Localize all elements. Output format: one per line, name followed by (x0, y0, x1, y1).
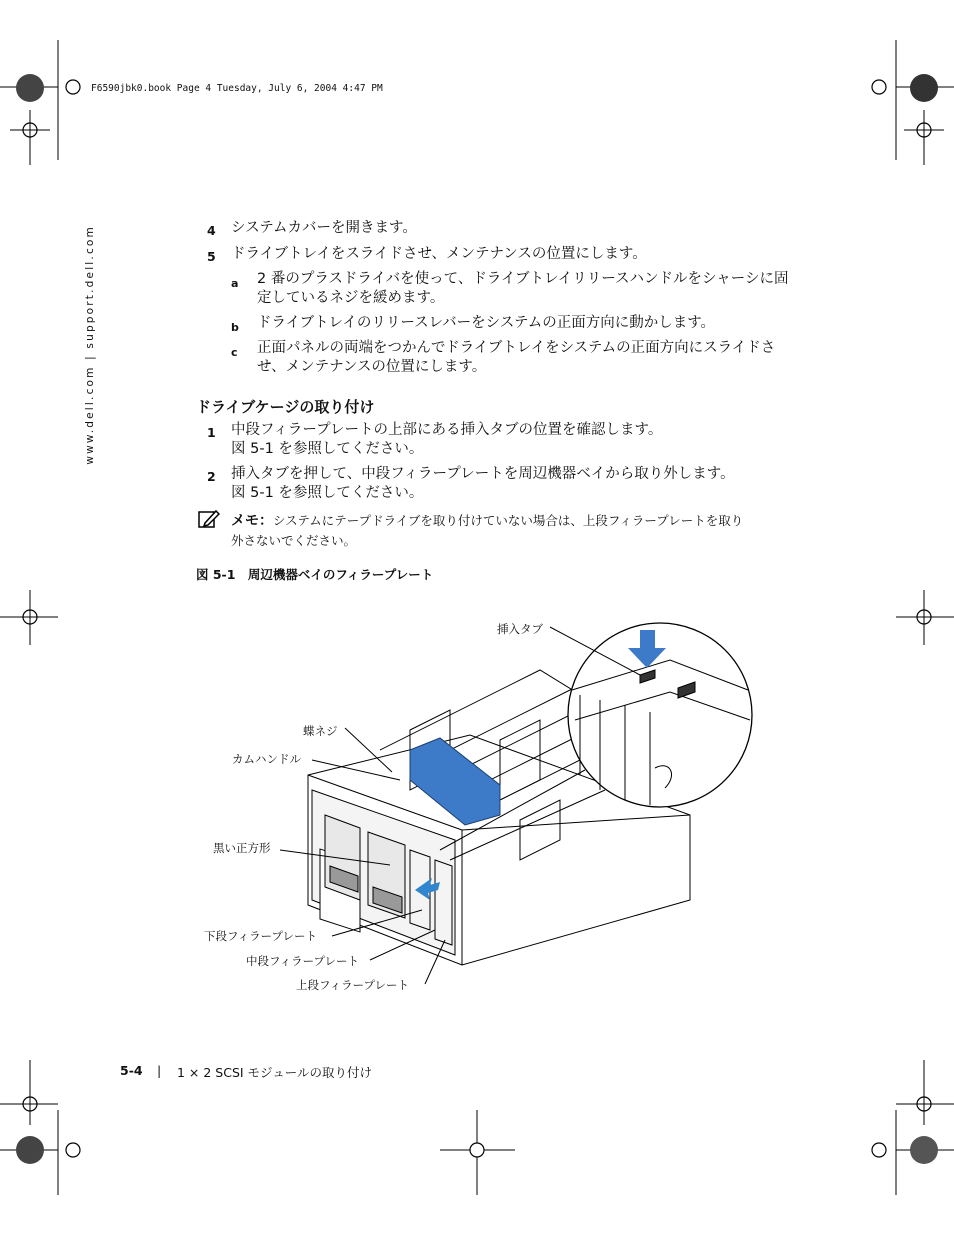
callout-lower-filler: 下段フィラープレート (204, 929, 318, 943)
substep-line: 正面パネルの両端をつかんでドライブトレイをシステムの正面方向にスライドさ (257, 340, 776, 356)
callout-cam-handle: カムハンドル (232, 752, 301, 766)
substep-line: ドライブトレイのリリースレバーをシステムの正面方向に動かします。 (257, 315, 716, 331)
substep-label: c (231, 346, 238, 359)
note-text: 外さないでください。 (231, 533, 357, 548)
substep-label: b (231, 321, 239, 334)
note-label: メモ： (231, 513, 273, 529)
step-number: 2 (207, 469, 216, 484)
chapter-title: 1 × 2 SCSI モジュールの取り付け (177, 1065, 373, 1080)
substep-line: 定しているネジを緩めます。 (257, 290, 445, 306)
callout-upper-filler: 上段フィラープレート (296, 978, 410, 992)
note (231, 511, 816, 550)
sidebar-url: www.dell.com | support.dell.com (84, 225, 96, 465)
step-number: 4 (207, 223, 216, 238)
callout-black-square: 黒い正方形 (213, 841, 271, 855)
substep-line: せ、メンテナンスの位置にします。 (257, 359, 487, 375)
footer-separator: | (157, 1063, 162, 1078)
step-text: ドライブトレイをスライドさせ、メンテナンスの位置にします。 (231, 246, 647, 262)
callout-middle-filler: 中段フィラープレート (246, 954, 360, 968)
note-text: システムにテープドライブを取り付けていない場合は、上段フィラープレートを取り (273, 513, 744, 528)
step-line: 図 5-1 を参照してください。 (231, 485, 424, 501)
step-line: 中段フィラープレートの上部にある挿入タブの位置を確認します。 (231, 422, 663, 438)
callout-insert-tab: 挿入タブ (497, 622, 543, 636)
figure-caption: 図 5-1 周辺機器ベイのフィラープレート (196, 567, 434, 582)
step-text: システムカバーを開きます。 (231, 220, 417, 236)
substep-label: a (231, 277, 239, 290)
pencil-icon (198, 509, 220, 529)
callout-thumbscrew: 蝶ネジ (303, 724, 338, 738)
substep-line: 2 番のプラスドライバを使って、ドライブトレイリリースハンドルをシャーシに固 (257, 271, 789, 287)
page-number: 5-4 (120, 1063, 143, 1078)
step-number: 1 (207, 425, 216, 440)
step-line: 挿入タブを押して、中段フィラープレートを周辺機器ベイから取り外します。 (231, 466, 735, 482)
step-line: 図 5-1 を参照してください。 (231, 441, 424, 457)
section-heading: ドライブケージの取り付け (196, 398, 375, 416)
step-number: 5 (207, 249, 216, 264)
slug-line: F6590jbk0.book Page 4 Tuesday, July 6, 2004 4:47 PM (91, 83, 383, 94)
